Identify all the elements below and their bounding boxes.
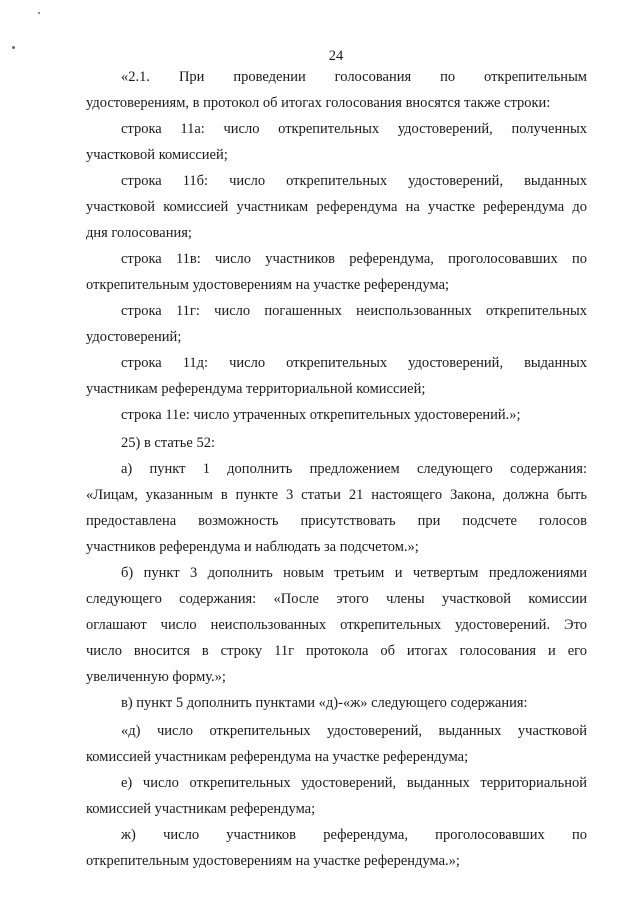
text-line (86, 612, 587, 638)
text-line (86, 534, 587, 560)
text-line (86, 350, 587, 376)
text-line (86, 796, 587, 822)
text-line (86, 718, 587, 744)
line-text: удостоверений; (86, 329, 182, 345)
paragraph (86, 246, 587, 298)
text-line (86, 638, 587, 664)
line-text: комиссией участникам референдума на участке референдума; (86, 749, 469, 765)
paragraph (86, 298, 587, 350)
line-text: участковой комиссией участникам референдума на участке референдума до (86, 199, 587, 215)
line-text: удостоверениям, в протокол об итогах голосования вносятся также строки: (86, 95, 551, 111)
paragraph (86, 770, 587, 822)
line-text: «Лицам, указанным в пункте 3 статьи 21 настоящего Закона, должна быть (86, 487, 587, 503)
line-text: ж) число участников референдума, проголосовавших по (121, 827, 587, 843)
line-text: е) число открепительных удостоверений, выданных территориальной (121, 775, 587, 791)
line-text: строка 11б: число открепительных удостоверений, выданных (121, 173, 587, 189)
line-text: предоставлена возможность присутствовать при подсчете голосов (86, 513, 587, 529)
line-text: следующего содержания: «После этого члены участковой комиссии (86, 591, 587, 607)
line-text: а) пункт 1 дополнить предложением следующего содержания: (121, 461, 587, 477)
line-text: «д) число открепительных удостоверений, выданных участковой (121, 723, 587, 739)
line-text: участковой комиссией; (86, 147, 228, 163)
paragraph (86, 402, 587, 428)
text-line (86, 168, 587, 194)
line-text: строка 11в: число участников референдума, проголосовавших по (121, 251, 587, 267)
paragraph (86, 64, 587, 116)
text-line (86, 324, 587, 350)
line-text: строка 11д: число открепительных удостоверений, выданных (121, 355, 587, 371)
text-line (86, 298, 587, 324)
text-line (86, 456, 587, 482)
text-line (86, 560, 587, 586)
text-line (86, 848, 587, 874)
text-line (86, 508, 587, 534)
text-line (86, 64, 587, 90)
text-line (86, 246, 587, 272)
text-line (86, 744, 587, 770)
line-text: «2.1. При проведении голосования по открепительным (121, 69, 587, 85)
scan-speck (38, 12, 40, 14)
paragraph (86, 718, 587, 770)
text-line (86, 402, 587, 428)
line-text: строка 11а: число открепительных удостоверений, полученных (121, 121, 587, 137)
paragraph (86, 690, 587, 716)
paragraph (86, 456, 587, 560)
paragraph (86, 822, 587, 874)
line-text: в) пункт 5 дополнить пунктами «д)-«ж» следующего содержания: (121, 695, 528, 711)
text-line (86, 482, 587, 508)
text-line (86, 822, 587, 848)
page-number: 24 (328, 48, 344, 64)
paragraph (86, 116, 587, 168)
line-text: дня голосования; (86, 225, 192, 241)
text-line (86, 142, 587, 168)
document-body (86, 64, 587, 874)
line-text: оглашают число неиспользованных открепительных удостоверений. Это (86, 617, 587, 633)
line-text: строка 11е: число утраченных открепительных удостоверений.»; (121, 407, 521, 423)
line-text: участников референдума и наблюдать за подсчетом.»; (86, 539, 419, 555)
text-line (86, 690, 587, 716)
line-text: открепительным удостоверениям на участке референдума.»; (86, 853, 460, 869)
text-line (86, 116, 587, 142)
paragraph (86, 350, 587, 402)
text-line (86, 90, 587, 116)
line-text: открепительным удостоверениям на участке референдума; (86, 277, 450, 293)
text-line (86, 664, 587, 690)
text-line (86, 220, 587, 246)
paragraph (86, 560, 587, 690)
text-line (86, 770, 587, 796)
line-text: увеличенную форму.»; (86, 669, 226, 685)
text-line (86, 272, 587, 298)
text-line (86, 430, 587, 456)
text-line (86, 376, 587, 402)
line-text: строка 11г: число погашенных неиспользованных открепительных (121, 303, 587, 319)
text-line (86, 586, 587, 612)
line-text: число вносится в строку 11г протокола об итогах голосования и его (86, 643, 587, 659)
paragraph (86, 168, 587, 246)
line-text: б) пункт 3 дополнить новым третьим и четвертым предложениями (121, 565, 587, 581)
paragraph (86, 430, 587, 456)
line-text: участникам референдума территориальной комиссией; (86, 381, 426, 397)
line-text: комиссией участникам референдума; (86, 801, 316, 817)
text-line (86, 194, 587, 220)
line-text: 25) в статье 52: (121, 435, 215, 451)
